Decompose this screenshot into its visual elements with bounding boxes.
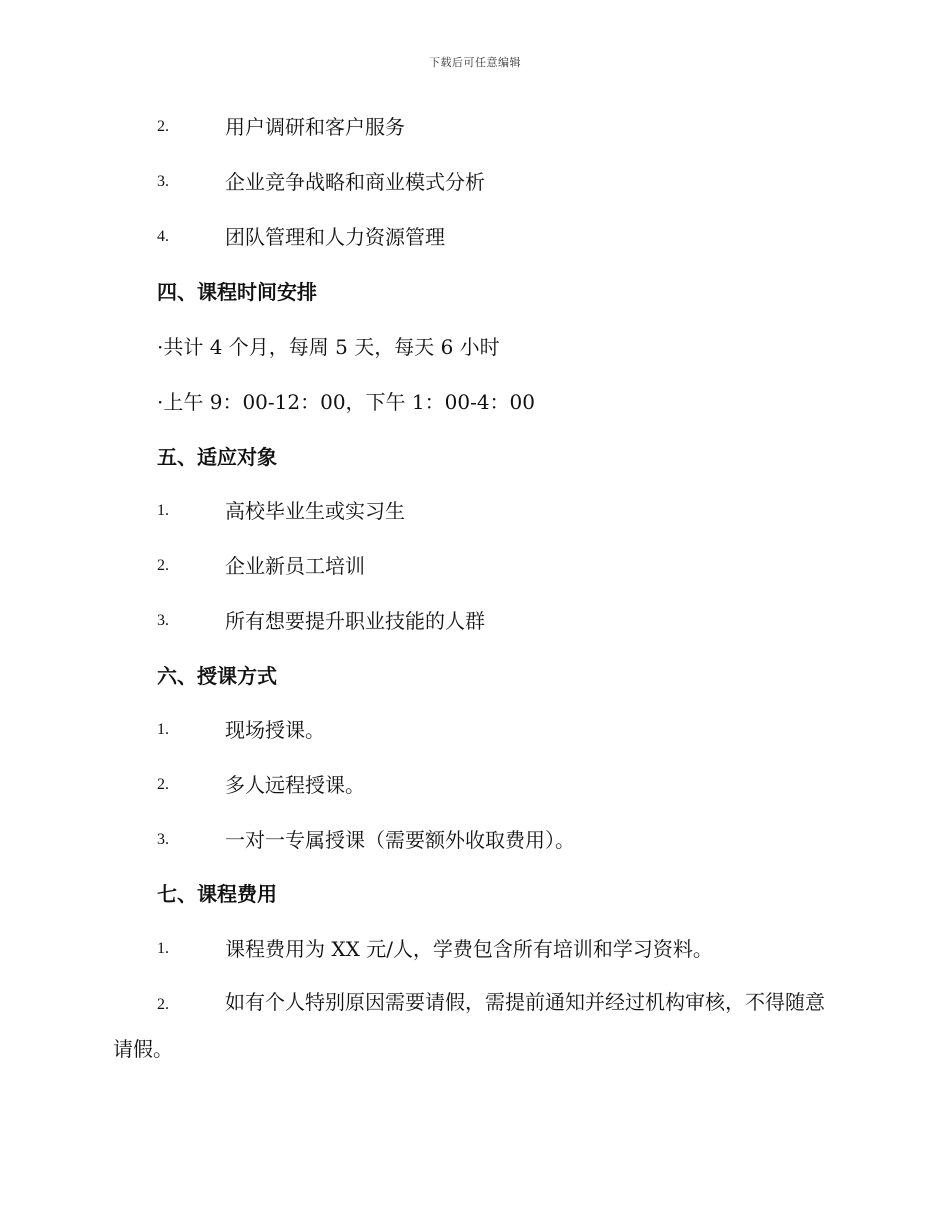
list-number: 2. [157,996,169,1013]
list-text: 企业竞争战略和商业模式分析 [225,170,485,194]
wrapped-list-paragraph [113,980,838,1072]
list-number: 1. [157,940,169,957]
section-heading-text: 四、课程时间安排 [157,280,317,304]
list-number: 3. [157,173,169,190]
bullet-text: ·上午 9：00-12：00，下午 1：00-4：00 [157,390,536,414]
list-number: 2. [157,557,169,574]
list-number: 4. [157,228,169,245]
list-text: 现场授课。 [225,718,325,742]
list-text: 企业新员工培训 [225,554,365,578]
list-text: 一对一专属授课（需要额外收取费用）。 [225,828,575,852]
list-number: 2. [157,776,169,793]
list-text: 多人远程授课。 [225,773,365,797]
section-heading-text: 五、适应对象 [157,445,277,469]
list-text: 课程费用为 XX 元/人，学费包含所有培训和学习资料。 [225,937,713,961]
list-number: 2. [157,118,169,135]
list-text: 团队管理和人力资源管理 [225,225,445,249]
list-number: 3. [157,831,169,848]
paragraph-text: 如有个人特别原因需要请假，需提前通知并经过机构审核，不得随意请假。 [113,990,825,1061]
list-number: 1. [157,721,169,738]
page-header: 下载后可任意编辑 [429,56,521,69]
list-number: 3. [157,612,169,629]
section-heading-text: 七、课程费用 [157,882,277,906]
list-number: 1. [157,502,169,519]
bullet-text: ·共计 4 个月，每周 5 天，每天 6 小时 [157,335,500,359]
list-text: 用户调研和客户服务 [225,115,405,139]
list-text: 所有想要提升职业技能的人群 [225,609,485,633]
section-heading-text: 六、授课方式 [157,664,277,688]
list-text: 高校毕业生或实习生 [225,499,405,523]
